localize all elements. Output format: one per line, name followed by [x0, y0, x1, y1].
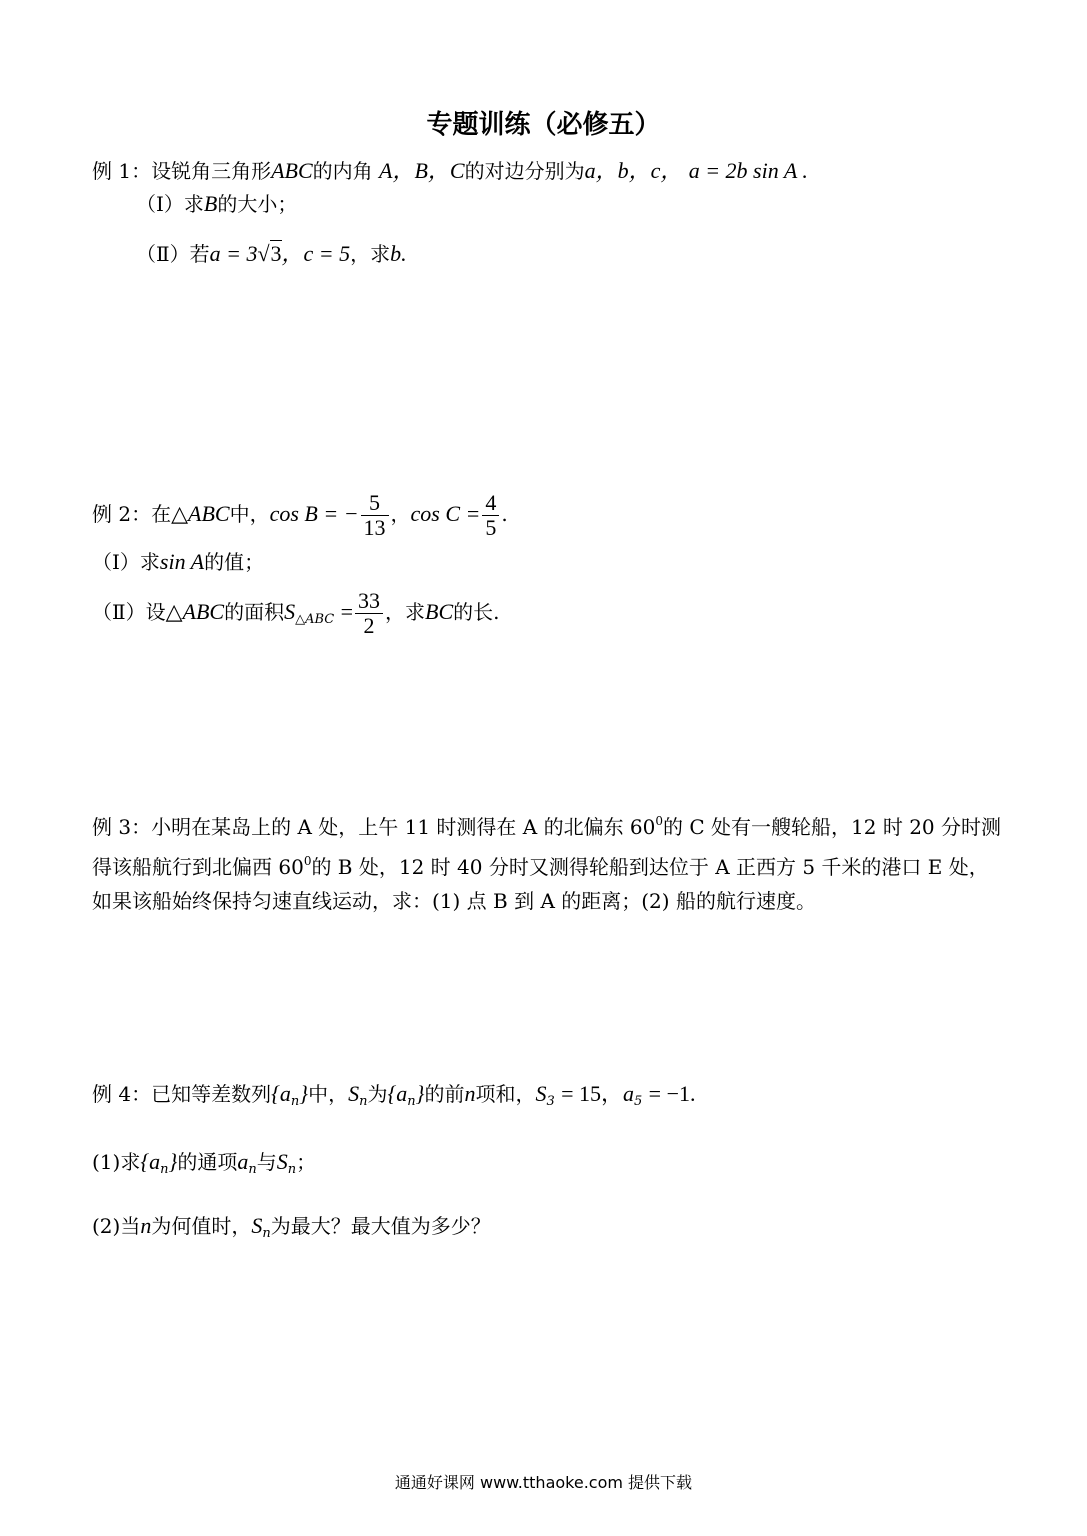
ex1-q1-var: B — [203, 191, 218, 216]
ex4-s3-sub: 3 — [546, 1094, 555, 1109]
ex2-area-fraction — [355, 589, 383, 638]
ex2-mid: 中， — [229, 502, 270, 526]
example-2-question-1 — [92, 548, 264, 576]
example-3-label: 例 3： — [92, 815, 152, 839]
ex4-q2-mid: 为何值时， — [151, 1214, 252, 1238]
ex4-wei: 为 — [367, 1082, 388, 1106]
ex4-q2-s: S — [251, 1213, 263, 1238]
ex1-q2-a: a = 3 — [209, 241, 258, 266]
example-1-question-2 — [136, 240, 407, 268]
ex4-mid: 中， — [308, 1082, 349, 1106]
ex1-sides: a，b，c， — [584, 158, 683, 183]
ex1-text-c: 的对边分别为 — [464, 159, 585, 183]
ex2-q2-suffix: ，求 — [385, 600, 425, 624]
ex4-an-close: } — [299, 1081, 309, 1106]
ex2-cosc-num: 4 — [482, 491, 499, 516]
ex1-q2-b: b. — [390, 241, 407, 266]
ex1-text-b: 的内角 — [312, 159, 373, 183]
example-1-stem — [92, 157, 808, 185]
sqrt-sign-icon: √ — [257, 241, 270, 266]
ex4-an: {a — [271, 1081, 291, 1106]
ex2-cosc-den: 5 — [485, 515, 497, 540]
ex2-q2-prefix: （Ⅱ）设 — [92, 600, 166, 624]
ex2-q2-den: 2 — [363, 613, 375, 638]
ex4-q2-n: n — [140, 1213, 152, 1238]
example-3 — [92, 804, 1002, 918]
ex4-q1-mid: 的通项 — [177, 1150, 238, 1174]
ex1-q2-sqrt: 3 — [270, 241, 282, 266]
ex2-q2-eq: = — [340, 599, 353, 624]
ex2-q2-mid: 的面积 — [224, 600, 285, 624]
ex2-end: . — [501, 502, 508, 526]
ex4-q1-yu: 与 — [256, 1150, 277, 1174]
ex2-q1-suffix: 的值； — [204, 550, 265, 574]
ex1-abc: ABC — [271, 158, 313, 183]
ex4-an-sub-2: n — [407, 1094, 416, 1109]
example-4-label: 例 4：已知等差数列 — [92, 1082, 272, 1106]
example-4-question-1 — [92, 1148, 316, 1184]
ex4-s3: S — [535, 1081, 547, 1106]
ex4-sn: S — [348, 1081, 360, 1106]
ex4-q2-suffix: 为最大？最大值为多少？ — [270, 1214, 491, 1238]
ex4-an-2: {a — [387, 1081, 408, 1106]
ex4-he: 项和， — [475, 1082, 536, 1106]
ex2-cosb-num: 5 — [361, 491, 389, 516]
ex4-q2-prefix: (2)当 — [92, 1214, 141, 1238]
ex1-q2-c: ，c = 5 — [281, 241, 351, 266]
footer-credit: 通通好课网 www.tthaoke.com 提供下载 — [394, 1473, 693, 1492]
ex2-q1-expr: sin A — [159, 549, 205, 574]
ex4-n: n — [464, 1081, 476, 1106]
ex4-q1-s: S — [276, 1149, 288, 1174]
ex2-cosc: cos C = — [410, 501, 481, 526]
ex1-q1-suffix: 的大小； — [217, 192, 298, 216]
ex3-text-c: 的 B 处，12 时 40 分时又测得轮船到达位于 A 正西方 5 千米的港口 E 处，如果该船始终保持匀速直线运动，求：(1) 点 B 到 A 的距离；(2) 船的航行速度。 — [92, 855, 989, 913]
ex2-tri: △ABC — [171, 501, 230, 526]
ex2-q2-s: S — [284, 599, 296, 624]
ex3-deg-1: 0 — [655, 814, 664, 828]
ex3-deg-2: 0 — [303, 854, 312, 868]
ex4-q1-an-sub: n — [160, 1162, 169, 1177]
ex4-sn-sub: n — [359, 1094, 368, 1109]
ex4-a5-sub: 5 — [634, 1094, 643, 1109]
ex4-a5: a — [623, 1081, 635, 1106]
ex3-text-a: 小明在某岛上的 A 处，上午 11 时测得在 A 的北偏东 60 — [151, 815, 656, 839]
page-title: 专题训练（必修五） — [426, 110, 661, 140]
ex2-cosb: cos B = − — [269, 501, 359, 526]
ex4-q1-an: {a — [140, 1149, 161, 1174]
ex2-cosb-fraction — [361, 491, 389, 540]
ex2-q2-bc: BC — [425, 599, 454, 624]
ex4-an-close-2: } — [415, 1081, 425, 1106]
ex4-an-sub: n — [290, 1094, 300, 1109]
ex1-q1-prefix: （Ⅰ）求 — [136, 192, 204, 216]
ex1-q2-suffix: ，求 — [350, 242, 391, 266]
ex2-q2-end: 的长. — [453, 600, 500, 624]
ex2-q2-sub: △ABC — [295, 612, 335, 627]
example-1-question-1 — [136, 190, 297, 218]
ex1-q2-prefix: （Ⅱ）若 — [136, 242, 210, 266]
example-2-label: 例 2：在 — [92, 502, 172, 526]
ex2-cosb-den: 13 — [363, 515, 386, 540]
ex1-formula: a = 2b sin A . — [688, 158, 808, 183]
ex4-a5-val: = −1. — [648, 1081, 696, 1106]
ex4-q1-prefix: (1)求 — [92, 1150, 141, 1174]
ex4-q1-a: a — [237, 1149, 249, 1174]
ex2-q2-num: 33 — [355, 589, 383, 614]
ex2-q1-prefix: （Ⅰ）求 — [92, 550, 160, 574]
ex4-q1-s-sub: n — [287, 1162, 297, 1177]
ex4-q1-a-sub: n — [248, 1162, 257, 1177]
ex4-q1-an-close: } — [168, 1149, 178, 1174]
ex3-text-b: 的 C 处有一艘轮船，12 时 20 分时测得该船航行到北偏西 60 — [92, 815, 1002, 879]
ex2-sep: ， — [390, 502, 411, 526]
ex4-q1-end: ； — [296, 1150, 317, 1174]
ex1-angles: A，B，C — [379, 158, 465, 183]
ex1-text-a: 设锐角三角形 — [151, 159, 272, 183]
ex4-qian: 的前 — [424, 1082, 465, 1106]
ex4-q2-s-sub: n — [262, 1226, 271, 1241]
ex4-s3-val: = 15， — [561, 1081, 624, 1106]
example-2-stem — [92, 484, 508, 544]
example-4-stem — [92, 1080, 696, 1116]
example-1-label: 例 1： — [92, 159, 152, 183]
ex2-q2-tri: △ABC — [165, 599, 225, 624]
example-4-question-2 — [92, 1212, 491, 1248]
ex2-cosc-fraction — [482, 491, 499, 540]
example-2-question-2 — [92, 582, 499, 650]
